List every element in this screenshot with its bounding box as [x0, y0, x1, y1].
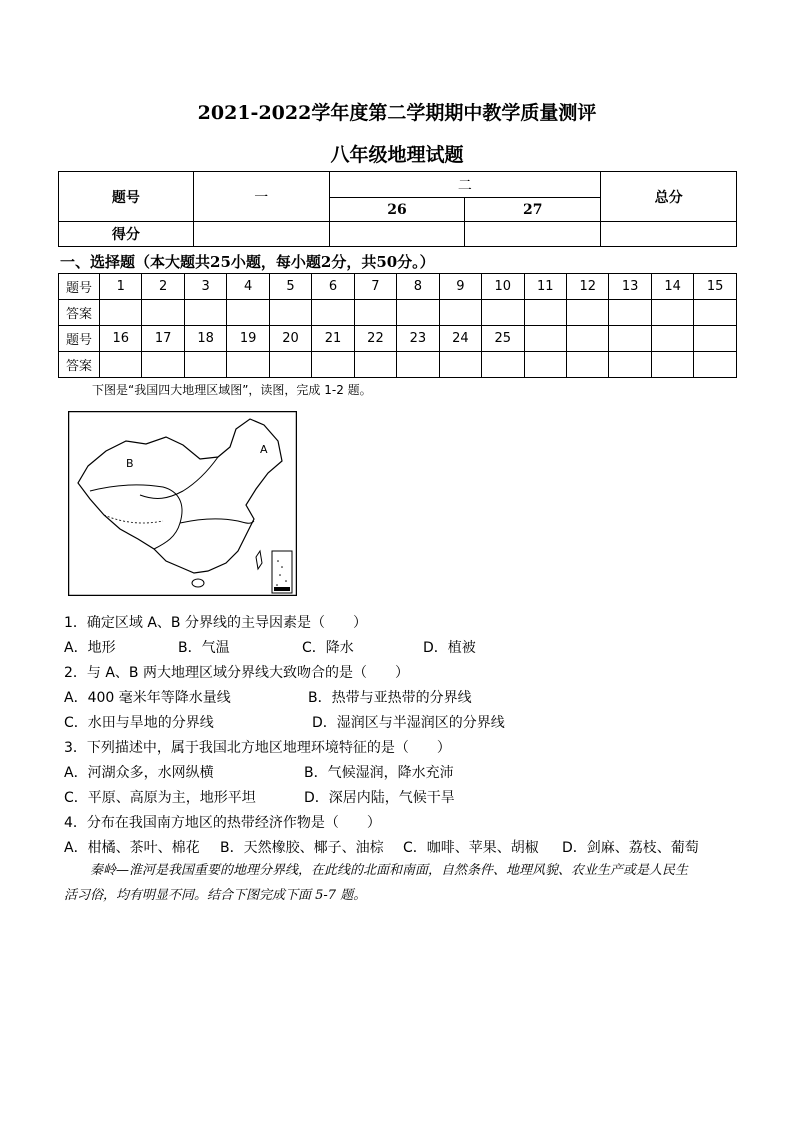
question-4-stem: 4．分布在我国南方地区的热带经济作物是（ ） — [64, 815, 381, 831]
question-number-cell: 2 — [142, 274, 184, 300]
question-number-cell: 5 — [269, 274, 311, 300]
answer-cell — [439, 352, 481, 378]
map-figure — [68, 411, 297, 596]
question-number-cell: 23 — [397, 326, 439, 352]
question-number-cell: 14 — [651, 274, 693, 300]
score-header-question: 题号 — [59, 172, 194, 222]
passage-line-2: 活习俗，均有明显不同。结合下图完成下面 5-7 题。 — [64, 888, 367, 903]
question-number-cell: 21 — [312, 326, 354, 352]
question-number-cell: 3 — [184, 274, 226, 300]
question-3-option-b: B．气候湿润，降水充沛 — [304, 765, 454, 781]
answer-cell — [482, 300, 524, 326]
answer-grid-label: 答案 — [59, 300, 100, 326]
answer-cell — [651, 300, 693, 326]
question-number-cell: 19 — [227, 326, 269, 352]
question-3-option-a: A．河湖众多，水网纵横 — [64, 765, 214, 781]
question-number-cell: 15 — [694, 274, 737, 300]
question-number-cell: 7 — [354, 274, 396, 300]
question-number-cell: 22 — [354, 326, 396, 352]
question-number-cell: 13 — [609, 274, 651, 300]
question-number-cell: 17 — [142, 326, 184, 352]
answer-cell — [566, 352, 608, 378]
question-number-cell: 20 — [269, 326, 311, 352]
answer-cell — [269, 352, 311, 378]
answer-cell — [354, 300, 396, 326]
question-1-option-c: C．降水 — [302, 640, 354, 656]
question-number-cell: 9 — [439, 274, 481, 300]
score-cell — [465, 222, 601, 247]
answer-cell — [312, 352, 354, 378]
answer-cell — [397, 352, 439, 378]
question-number-cell: 16 — [100, 326, 142, 352]
answer-cell — [397, 300, 439, 326]
question-2-option-b: B．热带与亚热带的分界线 — [308, 690, 472, 706]
map-label-a: A — [260, 443, 268, 456]
answer-cell — [609, 352, 651, 378]
question-1-stem: 1．确定区域 A、B 分界线的主导因素是（ ） — [64, 615, 367, 631]
answer-cell — [100, 300, 142, 326]
question-number-cell — [609, 326, 651, 352]
answer-cell — [609, 300, 651, 326]
answer-cell — [100, 352, 142, 378]
exam-subtitle: 八年级地理试题 — [330, 144, 464, 166]
score-cell — [193, 222, 329, 247]
answer-cell — [524, 300, 566, 326]
answer-grid-label: 题号 — [59, 274, 100, 300]
answer-cell — [524, 352, 566, 378]
answer-cell — [354, 352, 396, 378]
question-4-option-c: C．咖啡、苹果、胡椒 — [403, 840, 539, 856]
question-number-cell: 1 — [100, 274, 142, 300]
section-heading: 一、选择题（本大题共25小题，每小题2分，共50分。） — [60, 253, 435, 271]
question-3-option-c: C．平原、高原为主，地形平坦 — [64, 790, 256, 806]
answer-cell — [312, 300, 354, 326]
answer-cell — [694, 352, 737, 378]
score-header-total: 总分 — [601, 172, 737, 222]
question-4-option-a: A．柑橘、茶叶、棉花 — [64, 840, 200, 856]
answer-cell — [694, 300, 737, 326]
score-header-part1: 一 — [193, 172, 329, 222]
score-header-q26: 26 — [329, 198, 465, 222]
question-number-cell: 6 — [312, 274, 354, 300]
score-table — [58, 171, 737, 247]
question-3-option-d: D．深居内陆，气候干旱 — [304, 790, 455, 806]
question-number-cell: 11 — [524, 274, 566, 300]
answer-cell — [227, 352, 269, 378]
question-number-cell: 18 — [184, 326, 226, 352]
question-2-stem: 2．与 A、B 两大地理区域分界线大致吻合的是（ ） — [64, 665, 409, 681]
question-1-option-b: B．气温 — [178, 640, 230, 656]
answer-grid — [58, 273, 737, 378]
question-2-option-d: D．湿润区与半湿润区的分界线 — [312, 715, 505, 731]
answer-cell — [482, 352, 524, 378]
map-intro: 下图是“我国四大地理区域图”，读图，完成 1-2 题。 — [92, 383, 372, 397]
question-number-cell: 12 — [566, 274, 608, 300]
question-1-option-a: A．地形 — [64, 640, 116, 656]
question-3-stem: 3．下列描述中，属于我国北方地区地理环境特征的是（ ） — [64, 740, 451, 756]
question-number-cell: 4 — [227, 274, 269, 300]
question-4-option-b: B．天然橡胶、椰子、油棕 — [220, 840, 384, 856]
answer-cell — [184, 300, 226, 326]
score-header-q27: 27 — [465, 198, 601, 222]
question-number-cell: 25 — [482, 326, 524, 352]
answer-cell — [184, 352, 226, 378]
answer-cell — [269, 300, 311, 326]
answer-cell — [142, 352, 184, 378]
score-cell — [601, 222, 737, 247]
score-row-label: 得分 — [59, 222, 194, 247]
exam-title: 2021-2022学年度第二学期期中教学质量测评 — [197, 102, 597, 124]
question-2-option-a: A．400 毫米年等降水量线 — [64, 690, 231, 706]
map-label-b: B — [126, 457, 134, 470]
score-cell — [329, 222, 465, 247]
answer-cell — [566, 300, 608, 326]
question-2-option-c: C．水田与旱地的分界线 — [64, 715, 214, 731]
answer-cell — [439, 300, 481, 326]
answer-cell — [651, 352, 693, 378]
question-number-cell — [524, 326, 566, 352]
answer-grid-label: 题号 — [59, 326, 100, 352]
question-number-cell: 8 — [397, 274, 439, 300]
score-header-part2: 二 — [329, 172, 601, 198]
question-number-cell — [694, 326, 737, 352]
answer-grid-label: 答案 — [59, 352, 100, 378]
question-1-option-d: D．植被 — [423, 640, 476, 656]
question-number-cell: 10 — [482, 274, 524, 300]
passage-line-1: 秦岭—淮河是我国重要的地理分界线，在此线的北面和南面，自然条件、地理风貌、农业生产或是人民生 — [90, 863, 689, 878]
question-number-cell — [566, 326, 608, 352]
question-4-option-d: D．剑麻、荔枝、葡萄 — [562, 840, 699, 856]
question-number-cell — [651, 326, 693, 352]
china-regions-map — [68, 411, 297, 596]
answer-cell — [142, 300, 184, 326]
answer-cell — [227, 300, 269, 326]
question-number-cell: 24 — [439, 326, 481, 352]
